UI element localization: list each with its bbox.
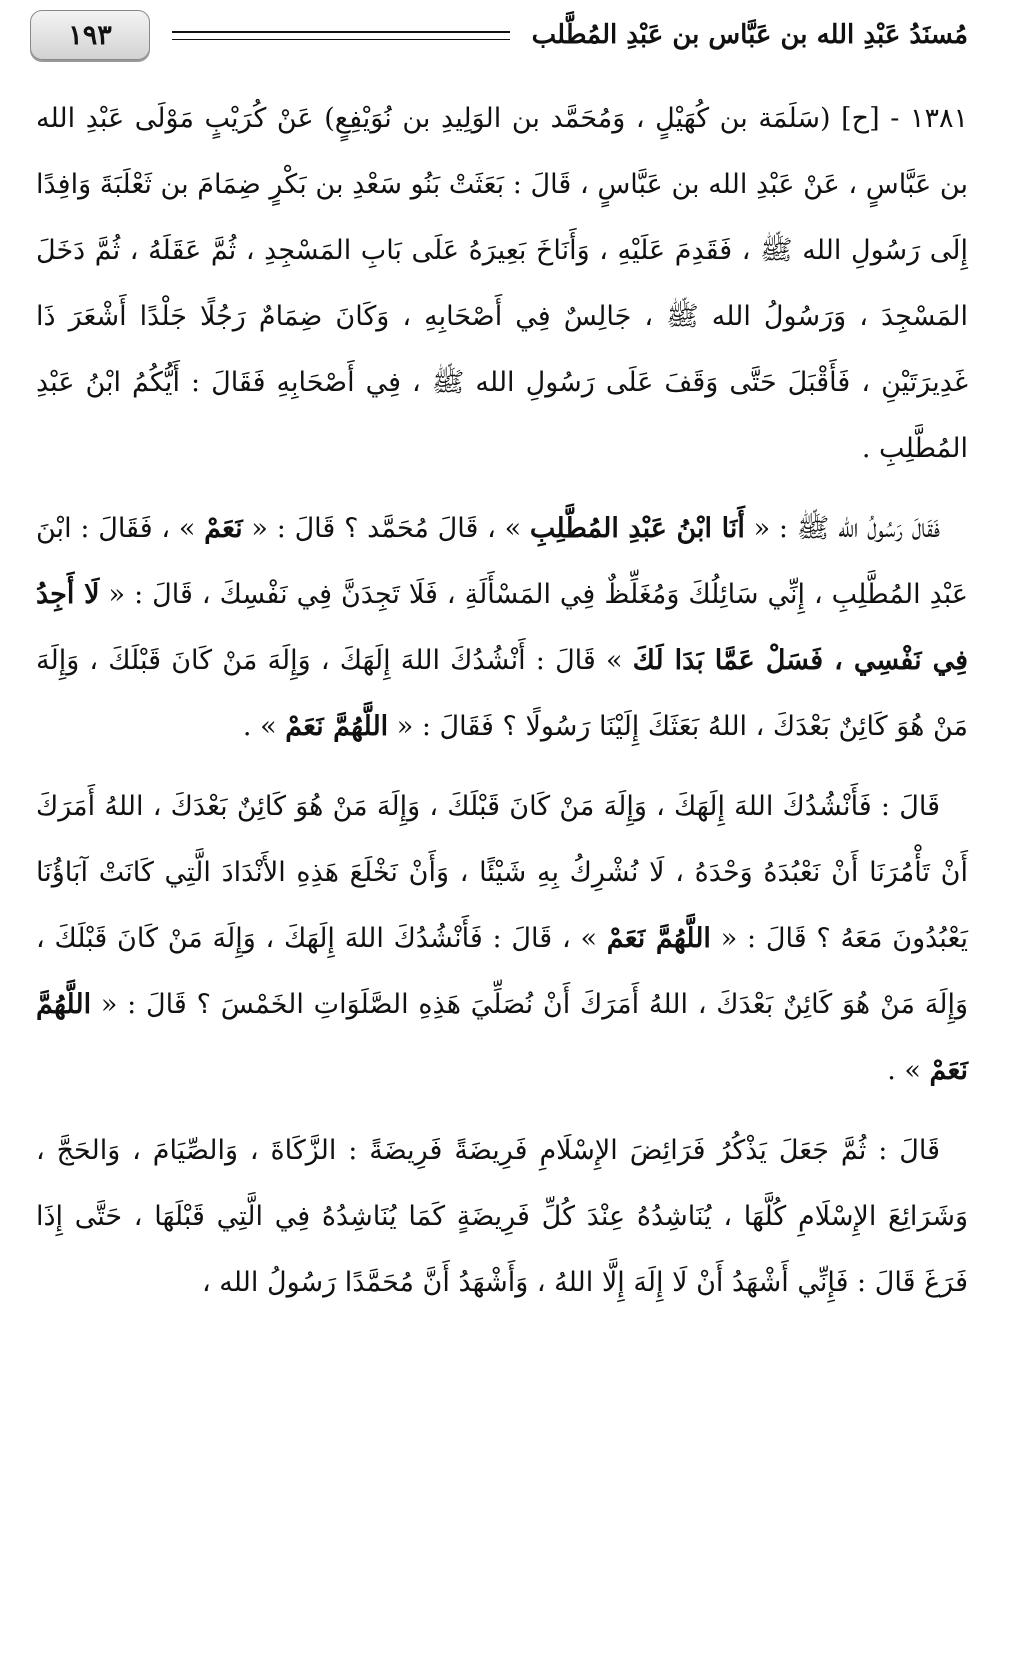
text-segment: فَقَالَ رَسُولُ الله ﷺ : « [744, 513, 940, 544]
prophet-quote: اللَّهُمَّ نَعَمْ [285, 711, 389, 742]
paragraph-oaths [36, 774, 968, 1104]
text-segment: قَالَ : فَأَنْشُدُكَ اللهَ إِلَهَكَ ، وَإِلَهَ مَنْ كَانَ قَبْلَكَ ، وَإِلَهَ مَنْ هُوَ كَائِنٌ بَعْدَكَ ، اللهُ أَمَرَكَ أَنْ تَأْمُرَنَا أَنْ نَعْبُدَهُ وَحْدَهُ ، لَا نُشْرِكُ بِهِ شَيْئًا ، وَأَنْ نَخْلَعَ هَذِهِ الأَنْدَادَ الَّتِي كَانَتْ آبَاؤُنَا يَعْبُدُونَ مَعَهُ ؟ قَالَ : « [36, 791, 968, 954]
body-text [36, 86, 968, 1330]
text-segment: » ، قَالَ مُحَمَّد ؟ قَالَ : « [242, 513, 530, 544]
paragraph-text: قَالَ : ثُمَّ جَعَلَ يَذْكُرُ فَرَائِضَ الإِسْلَامِ فَرِيضَةً فَرِيضَةً : الزَّكَاةَ ، وَالصِّيَامَ ، وَالحَجَّ ، وَشَرَائِعَ الإِسْلَامِ كُلَّهَا ، يُنَاشِدُهُ عِنْدَ كُلِّ فَرِيضَةٍ كَمَا يُنَاشِدُهُ فِي الَّتِي قَبْلَهَا ، حَتَّى إِذَا فَرَغَ قَالَ : فَإِنِّي أَشْهَدُ أَنْ لَا إِلَهَ إِلَّا اللهُ ، وَأَشْهَدُ أَنَّ مُحَمَّدًا رَسُولُ الله ، [36, 1135, 968, 1298]
running-title: مُسنَدُ عَبْدِ الله بن عَبَّاس بن عَبْدِ المُطَّلب [531, 20, 968, 50]
prophet-quote: نَعَمْ [204, 513, 243, 544]
prophet-quote: اللَّهُمَّ نَعَمْ [36, 989, 968, 1086]
page-header [30, 0, 968, 70]
paragraph-reply [36, 496, 968, 760]
paragraph-obligations [36, 1118, 968, 1316]
text-segment: » ، فَقَالَ : ابْنَ عَبْدِ المُطَّلِبِ ، إِنِّي سَائِلُكَ وَمُغَلِّظٌ فِي المَسْأَلَةِ ، فَلَا تَجِدَنَّ فِي نَفْسِكَ ، قَالَ : « [36, 513, 968, 610]
text-segment: » قَالَ : أَنْشُدُكَ اللهَ إِلَهَكَ ، وَإِلَهَ مَنْ كَانَ قَبْلَكَ ، وَإِلَهَ مَنْ هُوَ كَائِنٌ بَعْدَكَ ، اللهُ بَعَثَكَ إِلَيْنَا رَسُولًا ؟ فَقَالَ : « [36, 645, 968, 742]
paragraph-hadith-1381 [36, 86, 968, 482]
paragraph-text: ١٣٨١ - [ح] (سَلَمَة بن كُهَيْلٍ ، وَمُحَمَّد بن الوَلِيدِ بن نُوَيْفِعٍ) عَنْ كُرَيْبٍ مَوْلَى عَبْدِ الله بن عَبَّاسٍ ، عَنْ عَبْدِ الله بن عَبَّاسٍ ، قَالَ : بَعَثَتْ بَنُو سَعْدِ بن بَكْرٍ ضِمَامَ بن ثَعْلَبَةَ وَافِدًا إِلَى رَسُولِ الله ﷺ ، فَقَدِمَ عَلَيْهِ ، وَأَنَاخَ بَعِيرَهُ عَلَى بَابِ المَسْجِدِ ، ثُمَّ عَقَلَهُ ، ثُمَّ دَخَلَ المَسْجِدَ ، وَرَسُولُ الله ﷺ ، جَالِسٌ فِي أَصْحَابِهِ ، وَكَانَ ضِمَامٌ رَجُلًا جَلْدًا أَشْعَرَ ذَا غَدِيرَتَيْنِ ، فَأَقْبَلَ حَتَّى وَقَفَ عَلَى رَسُولِ الله ﷺ ، فِي أَصْحَابِهِ فَقَالَ : أَيُّكُمُ ابْنُ عَبْدِ المُطَّلِبِ . [36, 103, 968, 464]
page-number: ١٩٣ [30, 10, 150, 60]
text-segment: » ، قَالَ : فَأَنْشُدُكَ اللهَ إِلَهَكَ ، وَإِلَهَ مَنْ كَانَ قَبْلَكَ ، وَإِلَهَ مَنْ هُوَ كَائِنٌ بَعْدَكَ ، اللهُ أَمَرَكَ أَنْ نُصَلِّيَ هَذِهِ الصَّلَوَاتِ الخَمْسَ ؟ قَالَ : « [36, 923, 968, 1020]
prophet-quote: لَا أَجِدُ فِي نَفْسِي ، فَسَلْ عَمَّا بَدَا لَكَ [36, 579, 968, 676]
text-segment: » . [887, 1055, 930, 1086]
header-rule [172, 31, 510, 40]
prophet-quote: اللَّهُمَّ نَعَمْ [606, 923, 711, 954]
prophet-quote: أَنَا ابْنُ عَبْدِ المُطَّلِبِ [529, 513, 745, 544]
text-segment: » . [242, 711, 286, 742]
